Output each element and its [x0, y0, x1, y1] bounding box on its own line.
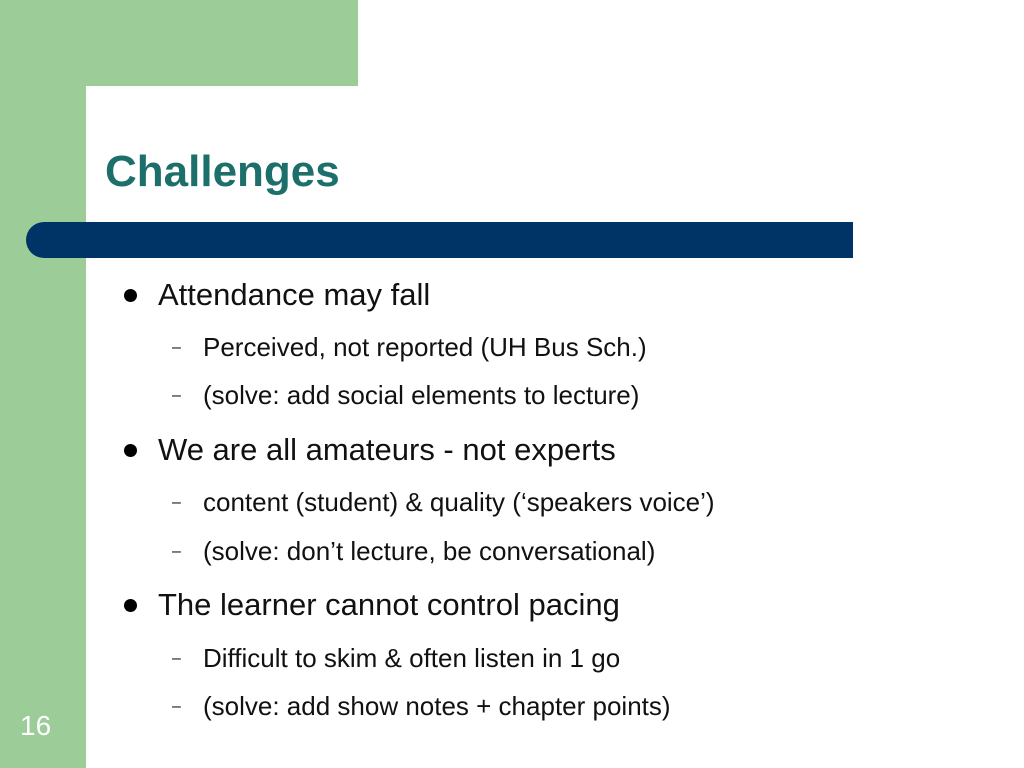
- slide-number: 16: [20, 710, 52, 741]
- sub-bullet-text: (solve: add show notes + chapter points): [203, 691, 671, 721]
- dash-marker: –: [172, 339, 181, 356]
- bullet-dot-icon: [124, 289, 137, 302]
- slide-title: Challenges: [105, 147, 340, 196]
- bullet-dot-icon: [124, 444, 137, 457]
- dash-marker: –: [172, 387, 181, 404]
- sub-bullet-text: Perceived, not reported (UH Bus Sch.): [203, 332, 647, 362]
- dash-marker: –: [172, 698, 181, 715]
- bullet-text: The learner cannot control pacing: [158, 587, 620, 622]
- sub-bullet-text: (solve: add social elements to lecture): [203, 380, 640, 410]
- bullet-text: We are all amateurs - not experts: [158, 432, 616, 467]
- dash-marker: –: [172, 494, 181, 511]
- dash-marker: –: [172, 543, 181, 560]
- sub-bullet-text: Difficult to skim & often listen in 1 go: [203, 643, 621, 673]
- dash-marker: –: [172, 650, 181, 667]
- bullet-dot-icon: [124, 599, 137, 612]
- title-underline-bar: [26, 222, 853, 258]
- sub-bullet-text: (solve: don’t lecture, be conversational): [203, 536, 656, 566]
- bullet-text: Attendance may fall: [158, 277, 431, 312]
- green-sidebar: [0, 0, 86, 768]
- sub-bullet-text: content (student) & quality (‘speakers voice’): [203, 487, 715, 517]
